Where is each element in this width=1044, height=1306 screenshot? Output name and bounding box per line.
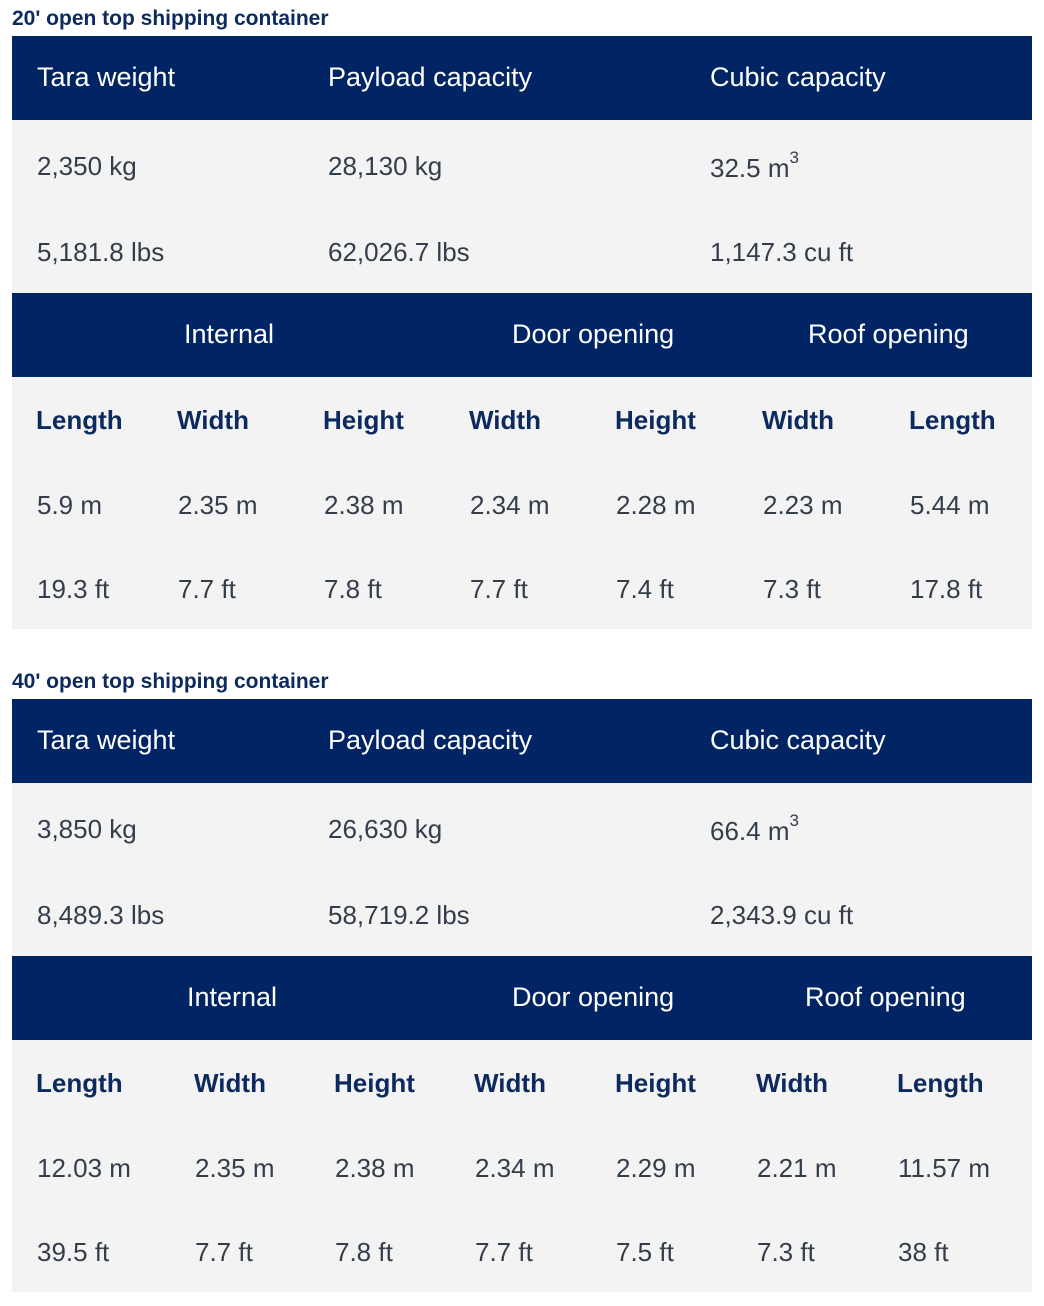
dim-label: Length: [909, 405, 996, 435]
dimension-group-header-row: [12, 956, 1032, 1040]
header-cubic-capacity: Cubic capacity: [710, 62, 886, 92]
dim-label: Width: [177, 405, 249, 435]
dim-metric-value: 2.38 m: [335, 1153, 415, 1183]
dim-imperial-value: 7.3 ft: [757, 1237, 815, 1267]
header-payload-capacity: Payload capacity: [328, 62, 533, 92]
dim-imperial-value: 7.3 ft: [763, 574, 821, 604]
dim-metric-value: 2.35 m: [195, 1153, 275, 1183]
tara-weight-kg: 2,350 kg: [37, 151, 137, 181]
dim-imperial-value: 7.7 ft: [195, 1237, 253, 1267]
dim-metric-value: 11.57 m: [898, 1153, 991, 1183]
dimension-values: [12, 1040, 1032, 1292]
dimension-group-header-row: [12, 293, 1032, 377]
dimension-values: [12, 377, 1032, 629]
dim-imperial-value: 7.4 ft: [616, 574, 674, 604]
dim-label: Width: [756, 1068, 828, 1098]
dim-imperial-value: 7.8 ft: [335, 1237, 393, 1267]
dim-imperial-value: 19.3 ft: [37, 574, 110, 604]
dim-label: Length: [897, 1068, 984, 1098]
dim-metric-value: 2.38 m: [324, 490, 404, 520]
dim-label: Height: [323, 405, 404, 435]
dim-label: Width: [194, 1068, 266, 1098]
dim-label: Length: [36, 1068, 123, 1098]
dim-label: Height: [334, 1068, 415, 1098]
dim-imperial-value: 7.8 ft: [324, 574, 382, 604]
tara-weight-kg: 3,850 kg: [37, 814, 137, 844]
tara-weight-lbs: 5,181.8 lbs: [37, 237, 165, 267]
header-cubic-capacity: Cubic capacity: [710, 725, 886, 755]
dim-label: Width: [762, 405, 834, 435]
dim-imperial-value: 7.5 ft: [616, 1237, 674, 1267]
dim-metric-value: 2.29 m: [616, 1153, 696, 1183]
header-payload-capacity: Payload capacity: [328, 725, 533, 755]
payload-capacity-lbs: 58,719.2 lbs: [328, 900, 470, 930]
dim-metric-value: 2.23 m: [763, 490, 843, 520]
header-roof-opening: Roof opening: [805, 982, 966, 1012]
header-door-opening: Door opening: [512, 982, 675, 1012]
summary-header-row: [12, 699, 1032, 783]
dim-imperial-value: 39.5 ft: [37, 1237, 110, 1267]
dim-metric-value: 2.35 m: [178, 490, 258, 520]
payload-capacity-kg: 28,130 kg: [328, 151, 443, 181]
header-internal: Internal: [187, 982, 278, 1012]
summary-values: [12, 120, 1032, 293]
cubic-capacity-cuft: 1,147.3 cu ft: [710, 237, 854, 267]
header-tara-weight: Tara weight: [37, 62, 176, 92]
dim-metric-value: 2.34 m: [470, 490, 550, 520]
dim-imperial-value: 7.7 ft: [470, 574, 528, 604]
cubic-capacity-m3: 66.4 $m^3$: [710, 811, 799, 846]
dim-imperial-value: 38 ft: [898, 1237, 949, 1267]
dim-metric-value: 12.03 m: [37, 1153, 131, 1183]
tara-weight-lbs: 8,489.3 lbs: [37, 900, 165, 930]
dim-metric-value: 2.21 m: [757, 1153, 837, 1183]
dim-metric-value: 2.34 m: [475, 1153, 555, 1183]
summary-header-row: [12, 36, 1032, 120]
dim-label: Width: [469, 405, 541, 435]
cubic-capacity-m3: 32.5 $m^3$: [710, 148, 799, 183]
dim-label: Width: [474, 1068, 546, 1098]
section-title: 40' open top shipping container: [12, 670, 329, 693]
dim-imperial-value: 7.7 ft: [475, 1237, 533, 1267]
cubic-capacity-cuft: 2,343.9 cu ft: [710, 900, 854, 930]
dim-imperial-value: 17.8 ft: [910, 574, 983, 604]
header-tara-weight: Tara weight: [37, 725, 176, 755]
header-roof-opening: Roof opening: [808, 319, 969, 349]
summary-values: [12, 783, 1032, 956]
dim-label: Height: [615, 405, 696, 435]
dim-label: Length: [36, 405, 123, 435]
dim-label: Height: [615, 1068, 696, 1098]
payload-capacity-lbs: 62,026.7 lbs: [328, 237, 470, 267]
payload-capacity-kg: 26,630 kg: [328, 814, 443, 844]
dim-metric-value: 5.44 m: [910, 490, 990, 520]
dim-imperial-value: 7.7 ft: [178, 574, 236, 604]
section-title: 20' open top shipping container: [12, 7, 329, 30]
header-internal: Internal: [184, 319, 275, 349]
dim-metric-value: 2.28 m: [616, 490, 696, 520]
dim-metric-value: 5.9 m: [37, 490, 103, 520]
header-door-opening: Door opening: [512, 319, 675, 349]
